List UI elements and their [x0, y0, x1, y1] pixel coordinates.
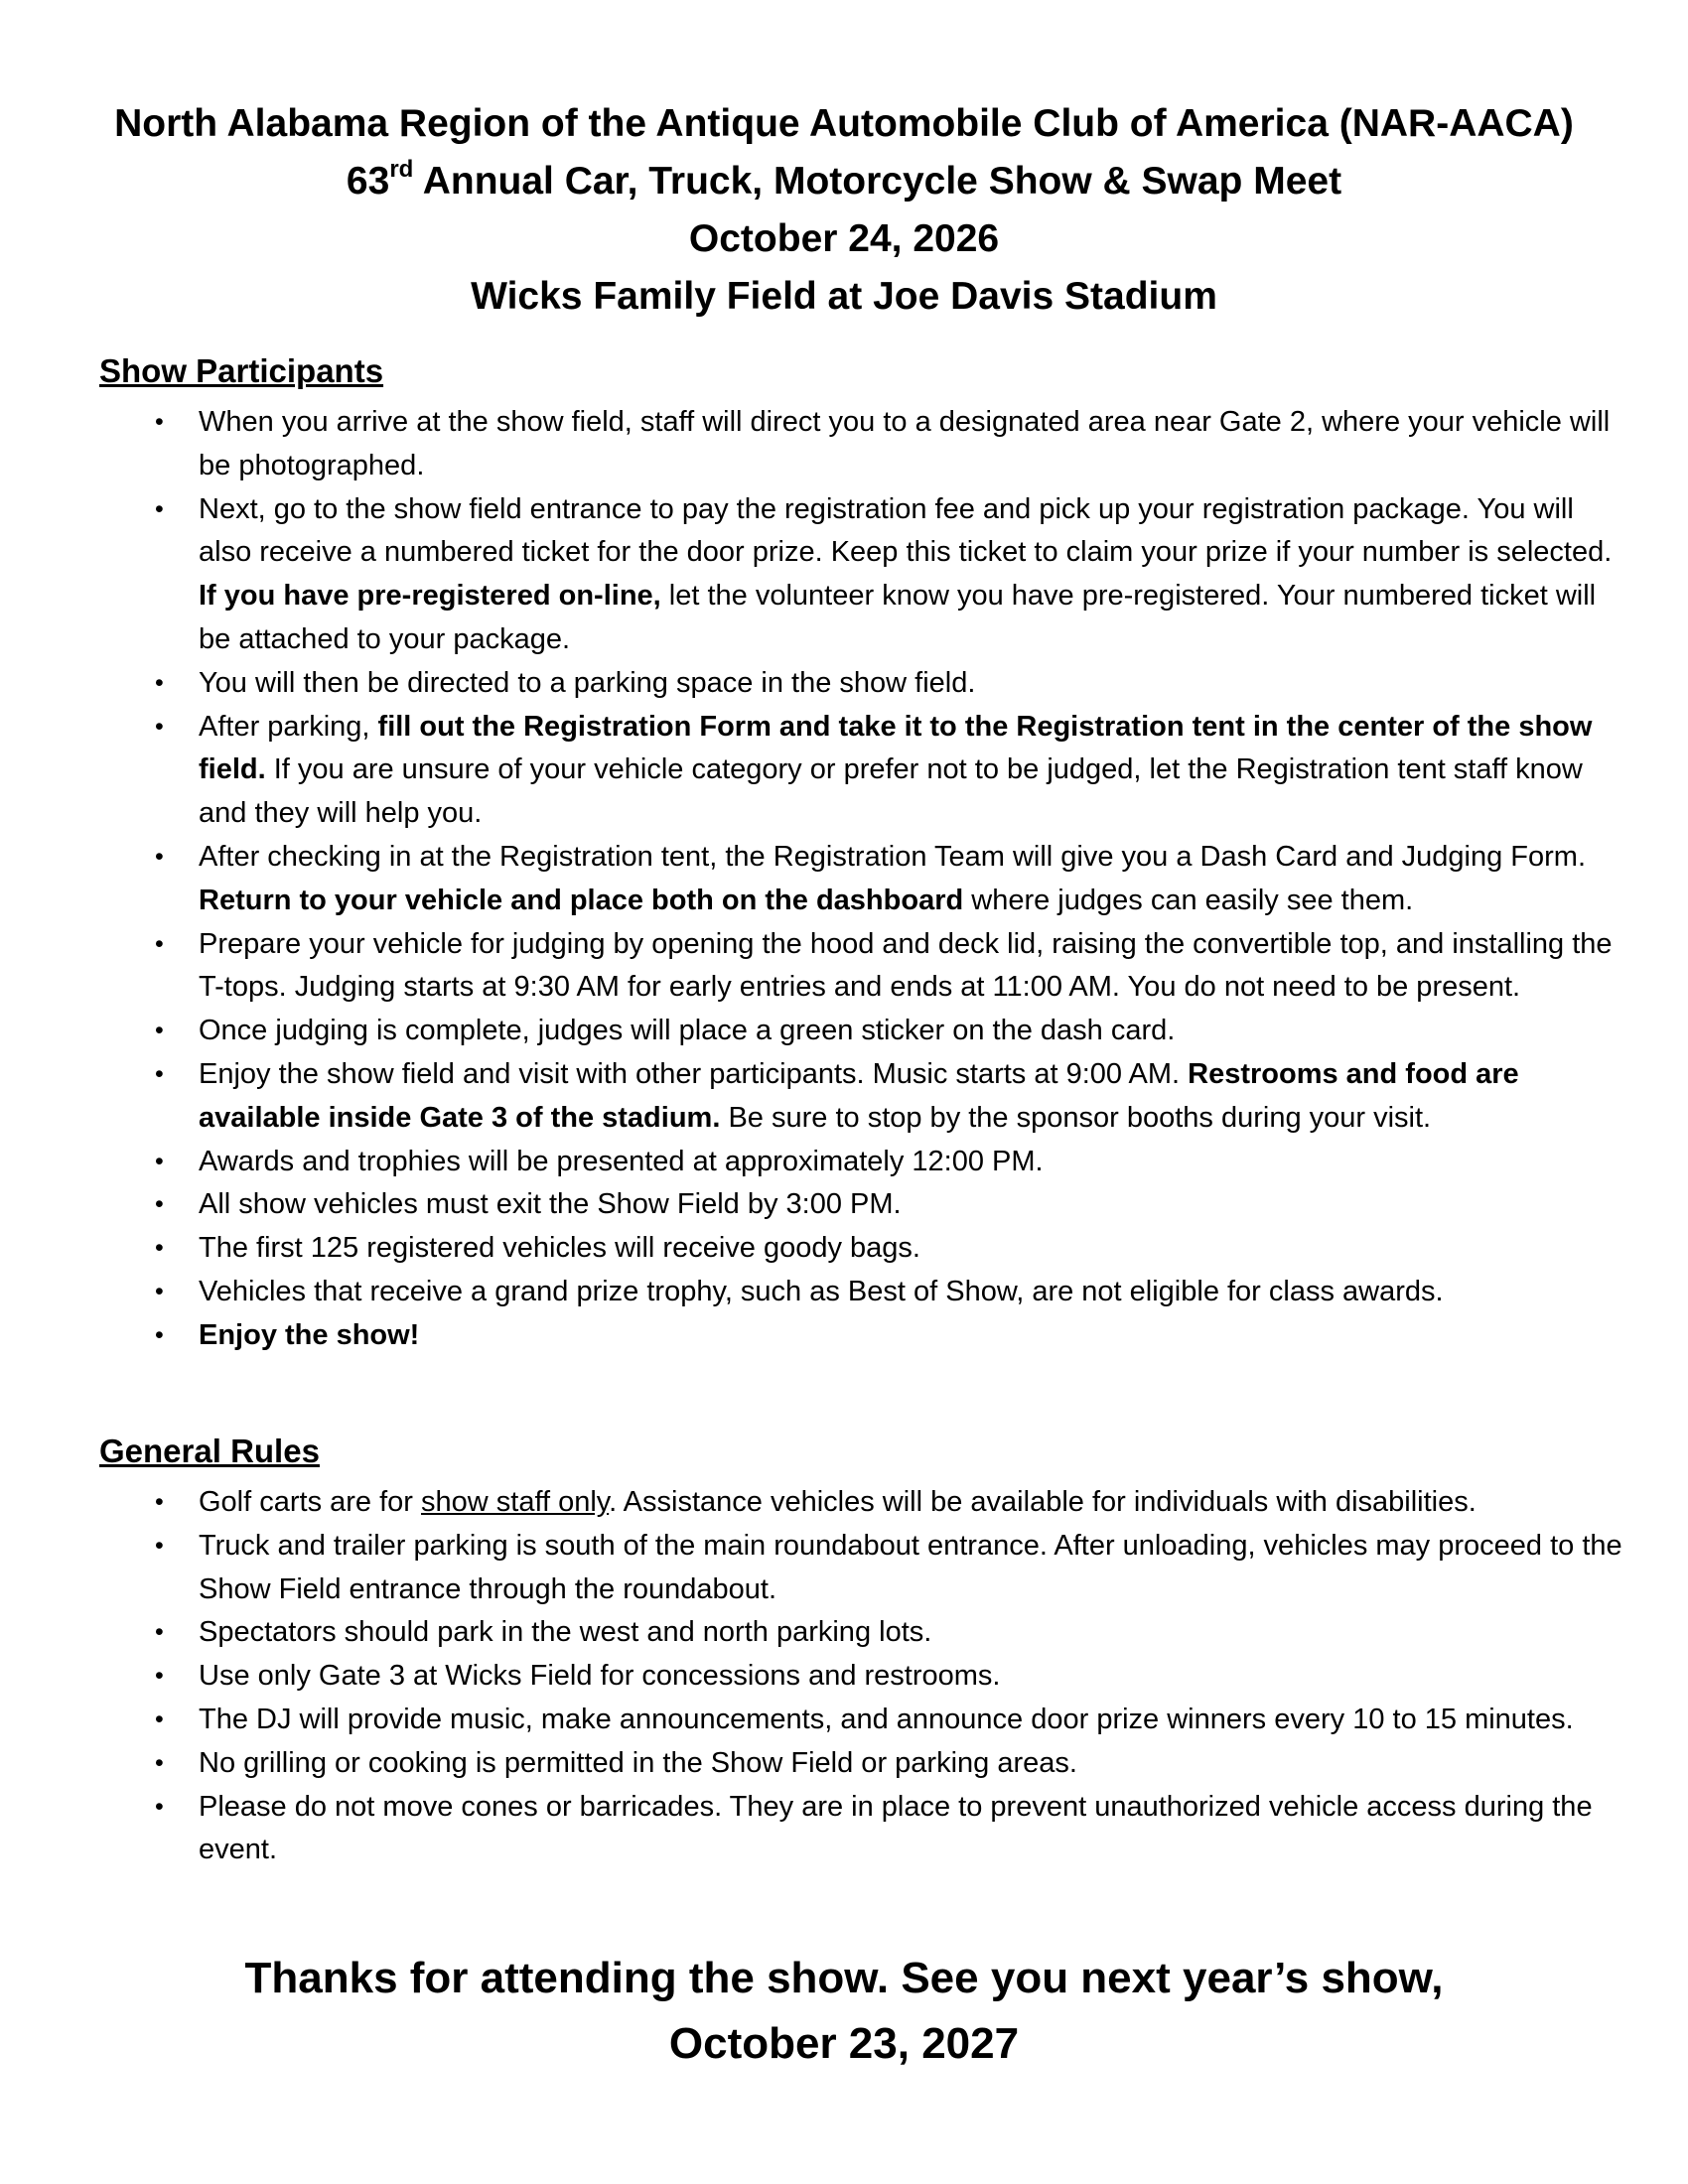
- general-rules-heading: General Rules: [99, 1433, 320, 1469]
- underlined-text: show staff only: [421, 1486, 610, 1518]
- list-item: [99, 836, 1628, 923]
- event-title-text: Annual Car, Truck, Motorcycle Show & Swap Meet: [413, 160, 1342, 203]
- list-item: [99, 1053, 1628, 1141]
- item-text: Once judging is complete, judges will place a green sticker on the dash card.: [199, 1015, 1176, 1047]
- list-item: [99, 706, 1628, 836]
- item-text: Vehicles that receive a grand prize trophy, such as Best of Show, are not eligible for class awards.: [199, 1275, 1444, 1307]
- item-text: You will then be directed to a parking space in the show field.: [199, 666, 976, 699]
- item-text: Enjoy the show field and visit with other participants. Music starts at 9:00 AM.: [199, 1057, 1189, 1090]
- list-item: [99, 1525, 1628, 1612]
- bullet-icon: •: [155, 1705, 164, 1733]
- list-item: [99, 1271, 1628, 1314]
- item-text: where judges can easily see them.: [963, 884, 1414, 916]
- list-item: [99, 923, 1628, 1011]
- list-item: [99, 401, 1628, 488]
- list-item: [99, 488, 1628, 662]
- list-item: [99, 662, 1628, 706]
- item-text: Awards and trophies will be presented at approximately 12:00 PM.: [199, 1145, 1044, 1177]
- bullet-icon: •: [155, 1662, 164, 1691]
- bullet-icon: •: [155, 494, 164, 523]
- item-text: Golf carts are for: [199, 1486, 422, 1518]
- list-item: [99, 1141, 1628, 1184]
- bullet-icon: •: [155, 1277, 164, 1305]
- bold-text: Restrooms and food are available inside Gate 3 of the stadium.: [199, 1057, 1519, 1134]
- show-participants-list: [99, 401, 1628, 1358]
- item-text: . Assistance vehicles will be available for individuals with disabilities.: [609, 1486, 1477, 1518]
- bullet-icon: •: [155, 668, 164, 697]
- item-text: Be sure to stop by the sponsor booths during your visit.: [720, 1101, 1432, 1134]
- bold-text: Enjoy the show!: [199, 1318, 420, 1351]
- item-text: After parking,: [199, 710, 378, 743]
- item-text: The first 125 registered vehicles will receive goody bags.: [199, 1232, 920, 1265]
- bullet-icon: •: [155, 1792, 164, 1821]
- bullet-icon: •: [155, 1190, 164, 1219]
- bullet-icon: •: [155, 929, 164, 958]
- header-event-date: October 24, 2026: [688, 217, 1000, 260]
- item-text: Truck and trailer parking is south of the main roundabout entrance. After unloading, vehicles may proceed to the Show Field entrance through the roundabout.: [199, 1529, 1622, 1605]
- document-header: [0, 95, 1688, 326]
- bullet-icon: •: [155, 1059, 164, 1088]
- header-org-title: North Alabama Region of the Antique Automobile Club of America (NAR-AACA): [114, 102, 1574, 145]
- item-text: let the volunteer know you have pre-registered. Your numbered ticket will be attached to your package.: [199, 580, 1597, 655]
- item-text: Use only Gate 3 at Wicks Field for concessions and restrooms.: [199, 1660, 1001, 1693]
- item-text: After checking in at the Registration tent, the Registration Team will give you a Dash Card and Judging Form.: [199, 840, 1587, 873]
- bullet-icon: •: [155, 1147, 164, 1175]
- item-text: Prepare your vehicle for judging by opening the hood and deck lid, raising the convertible top, and installing the T-tops. Judging starts at 9:30 AM for early entries and ends at 11:00 AM. You do not need to be present.: [199, 927, 1613, 1004]
- bold-text: If you have pre-registered on-line,: [199, 580, 661, 613]
- general-rules-list: [99, 1481, 1628, 1872]
- general-rules-section: [99, 1430, 1628, 1872]
- bullet-icon: •: [155, 1017, 164, 1045]
- item-text: When you arrive at the show field, staff will direct you to a designated area near Gate 2, where your vehicle will be photographed.: [199, 406, 1611, 481]
- show-participants-heading: Show Participants: [99, 352, 384, 389]
- list-item: [99, 1010, 1628, 1053]
- bullet-icon: •: [155, 712, 164, 741]
- item-text: If you are unsure of your vehicle category or prefer not to be judged, let the Registration tent staff know and they will help you.: [199, 753, 1583, 830]
- footer-next-date: October 23, 2027: [668, 2019, 1020, 2068]
- list-item: [99, 1742, 1628, 1786]
- list-item: [99, 1183, 1628, 1227]
- list-item: [99, 1227, 1628, 1271]
- footer-thanks: Thanks for attending the show. See you next year’s show,: [244, 1954, 1444, 2002]
- bullet-icon: •: [155, 1618, 164, 1647]
- list-item: [99, 1481, 1628, 1525]
- list-item: [99, 1786, 1628, 1873]
- item-text: The DJ will provide music, make announcements, and announce door prize winners every 10 to 15 minutes.: [199, 1703, 1574, 1735]
- bullet-icon: •: [155, 408, 164, 436]
- event-edition-number: 63: [346, 160, 390, 203]
- list-item: [99, 1611, 1628, 1655]
- item-text: Spectators should park in the west and north parking lots.: [199, 1616, 932, 1649]
- item-text: Please do not move cones or barricades. They are in place to prevent unauthorized vehicle access during the event.: [199, 1790, 1593, 1866]
- bullet-icon: •: [155, 1320, 164, 1349]
- bold-text: Return to your vehicle and place both on the dashboard: [199, 884, 964, 916]
- bullet-icon: •: [155, 1531, 164, 1560]
- bullet-icon: •: [155, 1234, 164, 1263]
- bullet-icon: •: [155, 1488, 164, 1516]
- header-event-title: [0, 153, 1688, 210]
- document-footer: [0, 1946, 1688, 2077]
- event-edition-suffix: rd: [389, 156, 414, 183]
- item-text: No grilling or cooking is permitted in the Show Field or parking areas.: [199, 1746, 1077, 1779]
- bullet-icon: •: [155, 842, 164, 871]
- item-text: Next, go to the show field entrance to pay the registration fee and pick up your registration package. You will also receive a numbered ticket for the door prize. Keep this ticket to claim your prize if your number is selected.: [199, 492, 1613, 569]
- list-item: [99, 1314, 1628, 1358]
- bold-text: fill out the Registration Form and take it to the Registration tent in the center of the show field.: [199, 710, 1593, 786]
- list-item: [99, 1655, 1628, 1699]
- list-item: [99, 1699, 1628, 1742]
- show-participants-section: [99, 349, 1628, 1358]
- bullet-icon: •: [155, 1748, 164, 1777]
- item-text: All show vehicles must exit the Show Field by 3:00 PM.: [199, 1188, 902, 1221]
- header-event-venue: Wicks Family Field at Joe Davis Stadium: [471, 275, 1217, 318]
